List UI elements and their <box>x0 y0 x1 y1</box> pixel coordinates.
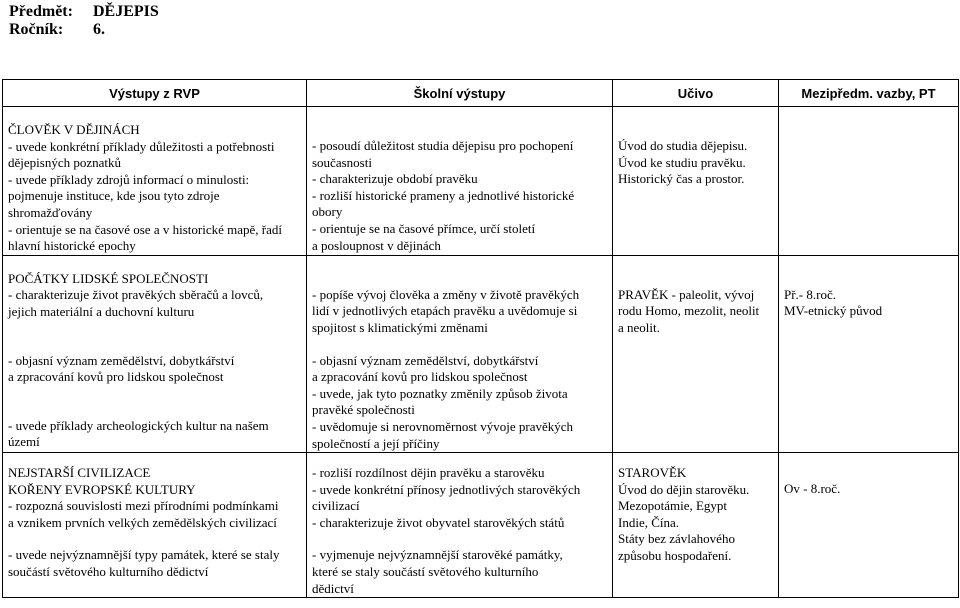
school-outputs-cell <box>307 255 613 452</box>
cell-text-line: spojitost s klimatickými změnami <box>312 319 488 335</box>
subject-label: Předmět: <box>9 3 73 20</box>
cell-text-line: - rozliší historické prameny a jednotlivé historické <box>312 187 575 203</box>
cell-text-line: a zpracování kovů pro lidskou společnost <box>312 369 528 385</box>
table-row <box>3 255 959 452</box>
grade-value: 6. <box>93 21 105 38</box>
subject-line <box>9 3 159 21</box>
cell-text-line: - uvede příklady zdrojů informací o minulosti: <box>8 171 250 187</box>
cell-text-line: - uvede konkrétní přínosy jednotlivých starověkých <box>312 481 581 497</box>
content-cell <box>613 255 779 452</box>
table-header-row <box>3 80 959 107</box>
cell-text-line: dějepisných poznatků <box>8 155 121 171</box>
cell-text-line: součástí světového kulturního dědictví <box>8 564 209 580</box>
cell-text-line <box>618 271 773 287</box>
cell-text-line: POČÁTKY LIDSKÉ SPOLEČNOSTI <box>8 270 209 286</box>
table-row <box>3 453 959 598</box>
cell-text-line: - uvede příklady archeologických kultur na našem <box>8 417 269 433</box>
cell-text-line: Úvod do studia dějepisu. <box>618 138 748 153</box>
cell-text-line: - rozpozná souvislosti mezi přírodními podmínkami <box>8 498 279 514</box>
cell-text-line <box>8 386 301 402</box>
cell-text-line <box>784 465 953 481</box>
column-header-school-outputs: Školní výstupy <box>307 80 613 107</box>
cell-text-line: - uvede nejvýznamnější typy památek, které se staly <box>8 547 280 563</box>
cell-text-line: současnosti <box>312 154 372 170</box>
school-outputs-cell <box>307 453 613 598</box>
cell-text-line: - objasní význam zemědělství, dobytkářství <box>312 352 539 368</box>
cell-text-line: dědictví <box>312 580 354 596</box>
cell-text-line: Mezopotámie, Egypt <box>618 498 728 514</box>
cell-text-line: - popíše vývoj člověka a změny v životě pravěkých <box>312 286 580 302</box>
curriculum-table <box>2 79 959 598</box>
cell-text-line: lidí v jednotlivých etapách pravěku a uvědomuje si <box>312 303 578 319</box>
cell-text-line <box>618 122 773 138</box>
cell-text-line: společností a její příčiny <box>312 435 440 451</box>
cell-text-line: území <box>8 434 40 450</box>
cross-links-cell <box>779 255 959 452</box>
cell-text-line <box>312 122 607 138</box>
cell-text-line: a posloupnost v dějinách <box>312 237 441 253</box>
cell-text-line: - charakterizuje život obyvatel starověkých států <box>312 514 565 530</box>
cell-text-line <box>8 337 301 353</box>
cell-text-line: Úvod ke studiu pravěku. <box>618 154 746 170</box>
cell-text-line: - charakterizuje život pravěkých sběračů a lovců, <box>8 287 264 303</box>
cell-text-line: Státy bez závlahového <box>618 531 735 547</box>
cell-text-line: Úvod do dějin starověku. <box>618 481 750 497</box>
cell-text-line: hlavní historické epochy <box>8 238 136 254</box>
cell-text-line: - objasní význam zemědělství, dobytkářství <box>8 352 235 368</box>
cell-text-line: - orientuje se na časové přímce, určí století <box>312 220 536 236</box>
cell-text-line <box>312 531 607 547</box>
cell-text-line: Ov - 8.roč. <box>784 481 841 497</box>
rvp-cell <box>3 255 307 452</box>
column-header-content: Učivo <box>613 80 779 107</box>
cell-text-line: Př.- 8.roč. <box>784 286 836 302</box>
cell-text-line: a zpracování kovů pro lidskou společnost <box>8 369 224 385</box>
cell-text-line: obory <box>312 204 343 220</box>
cell-text-line: MV-etnický původ <box>784 303 883 319</box>
cell-text-line: PRAVĚK - paleolit, vývoj <box>618 286 755 302</box>
cell-text-line: - posoudí důležitost studia dějepisu pro pochopení <box>312 138 574 153</box>
content-cell <box>613 453 779 598</box>
column-header-cross-links: Mezipředm. vazby, PT <box>779 80 959 107</box>
cell-text-line: - rozliší rozdílnost dějin pravěku a starověku <box>312 465 545 481</box>
cross-links-cell <box>779 107 959 256</box>
cell-text-line: rodu Homo, mezolit, neolit <box>618 303 760 319</box>
cell-text-line: - charakterizuje období pravěku <box>312 171 478 187</box>
cell-text-line: pojmenuje instituce, kde jsou tyto zdroje <box>8 188 220 204</box>
cell-text-line: STAROVĚK <box>618 465 687 481</box>
rvp-cell <box>3 107 307 256</box>
cell-text-line <box>8 531 301 547</box>
cell-text-line <box>784 271 953 287</box>
school-outputs-cell <box>307 107 613 256</box>
cell-text-line: civilizací <box>312 498 360 514</box>
cell-text-line: jejich materiální a duchovní kulturu <box>8 303 195 319</box>
cell-text-line: způsobu hospodaření. <box>618 548 732 564</box>
cell-text-line: které se staly součástí světového kulturního <box>312 564 539 580</box>
table-row <box>3 107 959 256</box>
cell-text-line: a vznikem prvních velkých zemědělských civilizací <box>8 514 277 530</box>
cell-text-line: - uvede, jak tyto poznatky změnily způsob života <box>312 385 568 401</box>
content-cell <box>613 107 779 256</box>
cell-text-line: pravěké společnosti <box>312 402 415 418</box>
cell-text-line: NEJSTARŠÍ CIVILIZACE <box>8 465 151 481</box>
cell-text-line <box>312 271 607 287</box>
rvp-cell <box>3 453 307 598</box>
cell-text-line: - uvědomuje si nerovnoměrnost vývoje pravěkých <box>312 418 574 434</box>
cell-text-line: - orientuje se na časové ose a v historické mapě, řadí <box>8 221 282 237</box>
cross-links-cell <box>779 453 959 598</box>
cell-text-line: - vyjmenuje nejvýznamnější starověké památky, <box>312 547 563 563</box>
cell-text-line <box>784 122 953 138</box>
grade-line <box>9 21 105 39</box>
grade-label: Ročník: <box>9 21 64 38</box>
cell-text-line: Indie, Čína. <box>618 514 680 530</box>
cell-text-line: a neolit. <box>618 319 660 335</box>
cell-text-line <box>312 337 607 353</box>
cell-text-line: Historický čas a prostor. <box>618 171 745 187</box>
cell-text-line: shromažďovány <box>8 204 93 220</box>
cell-text-line: KOŘENY EVROPSKÉ KULTURY <box>8 481 196 497</box>
cell-text-line: ČLOVĚK V DĚJINÁCH <box>8 122 140 137</box>
cell-text-line <box>8 321 301 337</box>
cell-text-line: - uvede konkrétní příklady důležitosti a potřebnosti <box>8 138 275 154</box>
subject-value: DĚJEPIS <box>93 3 159 20</box>
column-header-rvp: Výstupy z RVP <box>3 80 307 107</box>
cell-text-line <box>8 402 301 418</box>
